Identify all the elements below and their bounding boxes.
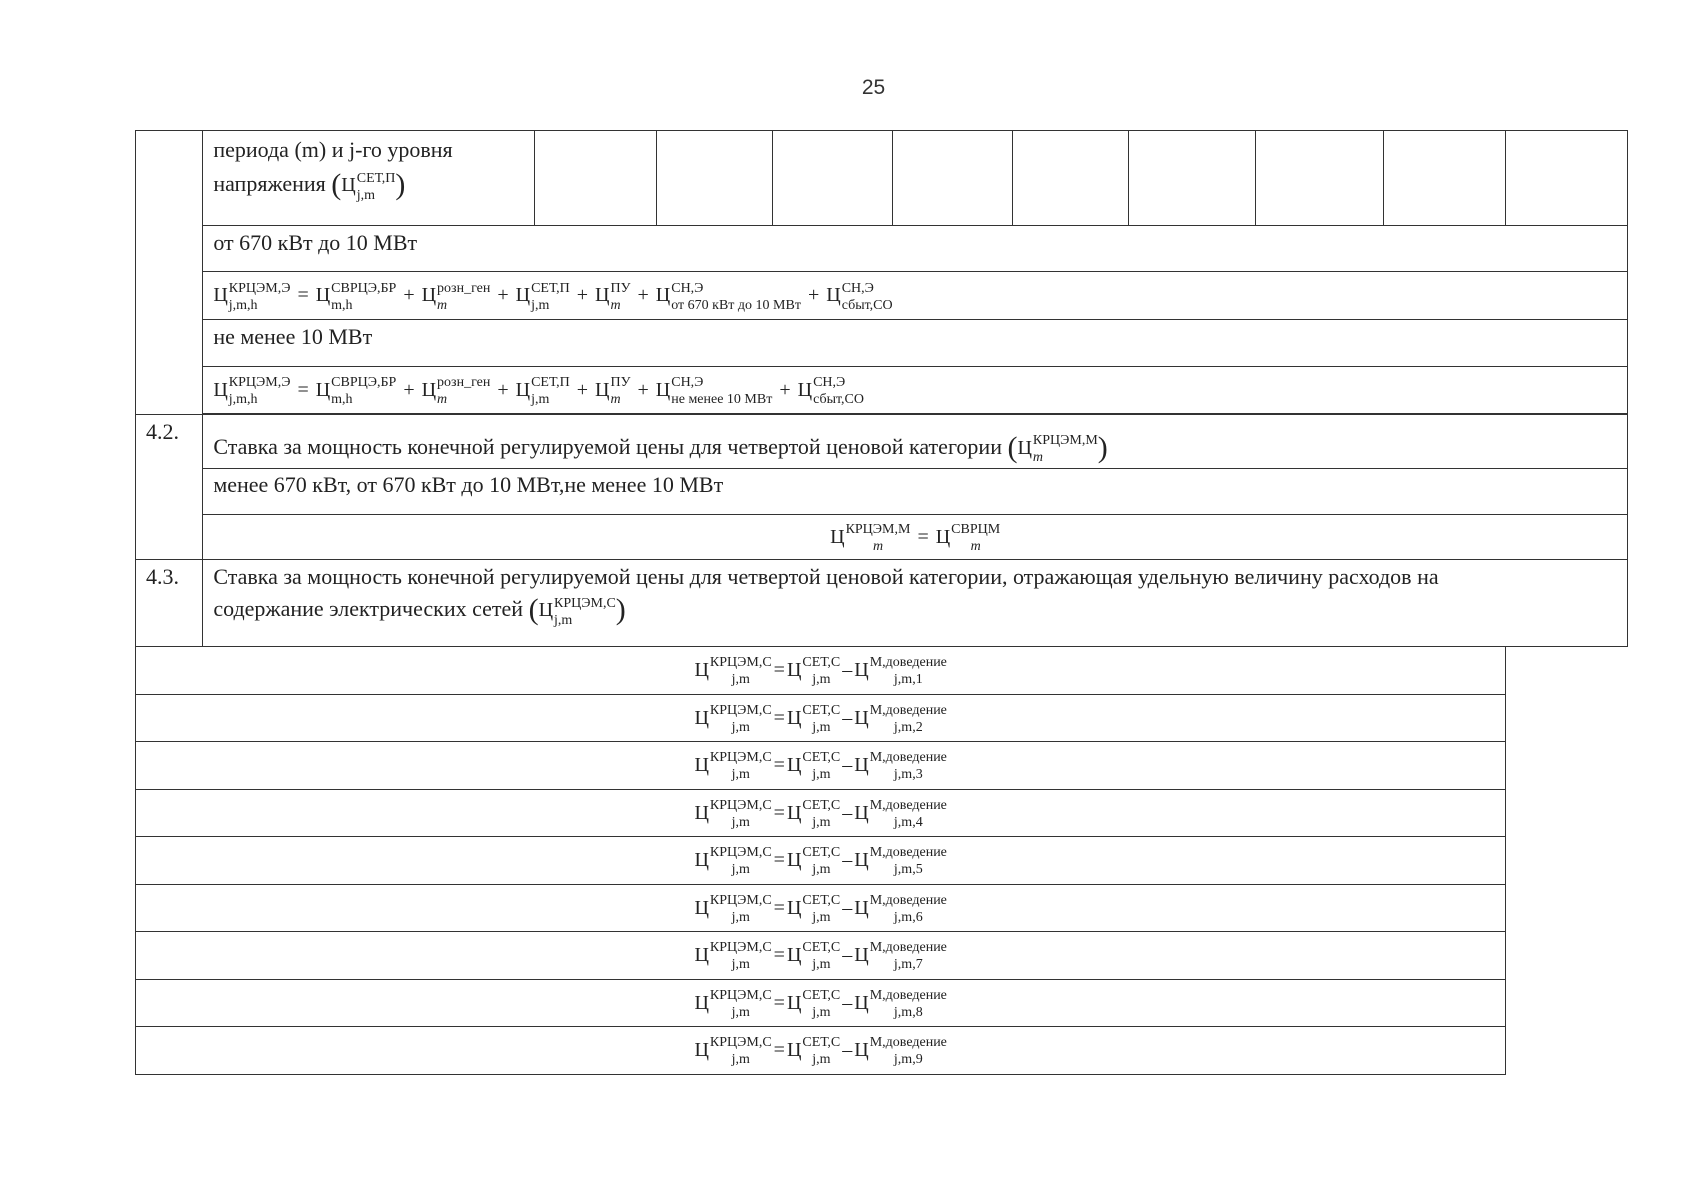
tariff-table	[135, 130, 1628, 1075]
table-row	[136, 469, 1628, 515]
table-row	[136, 226, 1628, 272]
section-4-2-title: Ставка за мощность конечной регулируемой цены для четвертой ценовой категории	[213, 433, 1002, 459]
section-4-3-title-2: содержание электрических сетей	[213, 596, 524, 622]
formula-4-3-2: Ц КРЦЭМ,С j,m = Ц СЕТ,С j,m – Ц М,доведение j,m,2	[136, 694, 1506, 742]
section-4-3-title: Ставка за мощность конечной регулируемой цены для четвертой ценовой категории, отражающая удельную величину расходов на	[213, 564, 1439, 589]
continued-label: периода (m) и j-го уровня	[213, 137, 453, 162]
table-row	[136, 272, 1628, 320]
number-cell	[136, 131, 203, 415]
empty-cell	[1383, 131, 1506, 226]
table-row	[136, 884, 1628, 932]
table-row	[136, 1027, 1628, 1075]
table-row	[136, 979, 1628, 1027]
table-row	[136, 320, 1628, 367]
table-row	[136, 837, 1628, 885]
formula-4-3-4: Ц КРЦЭМ,С j,m = Ц СЕТ,С j,m – Ц М,доведение j,m,4	[136, 789, 1506, 837]
empty-cell	[1506, 131, 1628, 226]
section-4-2-title-cell	[203, 415, 1628, 469]
formula-4-3-1: Ц КРЦЭМ,С j,m = Ц СЕТ,С j,m – Ц М,доведение j,m,1	[136, 647, 1506, 695]
formula-4-3-6: Ц КРЦЭМ,С j,m = Ц СЕТ,С j,m – Ц М,доведение j,m,6	[136, 884, 1506, 932]
formula-4-3-8: Ц КРЦЭМ,С j,m = Ц СЕТ,С j,m – Ц М,доведение j,m,8	[136, 979, 1506, 1027]
formula-4-2: Ц КРЦЭМ,М m = Ц СВРЦМ m	[203, 515, 1628, 560]
empty-cell	[1256, 131, 1384, 226]
table-row	[136, 932, 1628, 980]
section-4-2-ranges: менее 670 кВт, от 670 кВт до 10 МВт,не менее 10 МВт	[203, 469, 1628, 515]
section-number-4-3: 4.3.	[136, 560, 203, 647]
symbol-set-p: (Ц СЕТ,П j,m )	[331, 168, 406, 203]
section-number-4-2: 4.2.	[136, 415, 203, 560]
continued-label-2: напряжения	[213, 171, 326, 197]
page-number: 25	[861, 76, 886, 99]
section-4-3-title-cell	[203, 560, 1628, 647]
table-row	[136, 694, 1628, 742]
formula-10: Ц КРЦЭМ,Э j,m,h = Ц СВРЦЭ,БР m,h + Ц розн_ген m + Ц СЕТ,П j,m + Ц ПУ m + Ц СН,Э не менее 10 МВт + Ц СН,Э сбыт,СО	[203, 367, 1628, 414]
table-row	[136, 367, 1628, 414]
empty-cell	[1013, 131, 1129, 226]
continued-label-cell	[203, 131, 535, 226]
formula-4-3-5: Ц КРЦЭМ,С j,m = Ц СЕТ,С j,m – Ц М,доведение j,m,5	[136, 837, 1506, 885]
symbol-krcem-s: (Ц КРЦЭМ,С j,m )	[528, 593, 626, 628]
empty-cell	[892, 131, 1013, 226]
formula-4-3-7: Ц КРЦЭМ,С j,m = Ц СЕТ,С j,m – Ц М,доведение j,m,7	[136, 932, 1506, 980]
table-row	[136, 415, 1628, 469]
formula-4-3-9: Ц КРЦЭМ,С j,m = Ц СЕТ,С j,m – Ц М,доведение j,m,9	[136, 1027, 1506, 1075]
table-row	[136, 789, 1628, 837]
range-label-10: не менее 10 МВт	[203, 320, 1628, 367]
range-label-670-10: от 670 кВт до 10 МВт	[203, 226, 1628, 272]
formula-4-3-3: Ц КРЦЭМ,С j,m = Ц СЕТ,С j,m – Ц М,доведение j,m,3	[136, 742, 1506, 790]
table-row	[136, 515, 1628, 560]
table-row	[136, 560, 1628, 647]
empty-cell	[657, 131, 773, 226]
table-row	[136, 742, 1628, 790]
table-row	[136, 647, 1628, 695]
empty-cell	[1128, 131, 1256, 226]
formula-670-10: Ц КРЦЭМ,Э j,m,h = Ц СВРЦЭ,БР m,h + Ц розн_ген m + Ц СЕТ,П j,m + Ц ПУ m + Ц СН,Э от 670 кВт до 10 МВт + Ц СН,Э сбыт,СО	[203, 272, 1628, 320]
empty-cell	[534, 131, 657, 226]
empty-cell	[772, 131, 892, 226]
table-row	[136, 131, 1628, 226]
symbol-krcem-m: (Ц КРЦЭМ,М m )	[1007, 430, 1108, 465]
